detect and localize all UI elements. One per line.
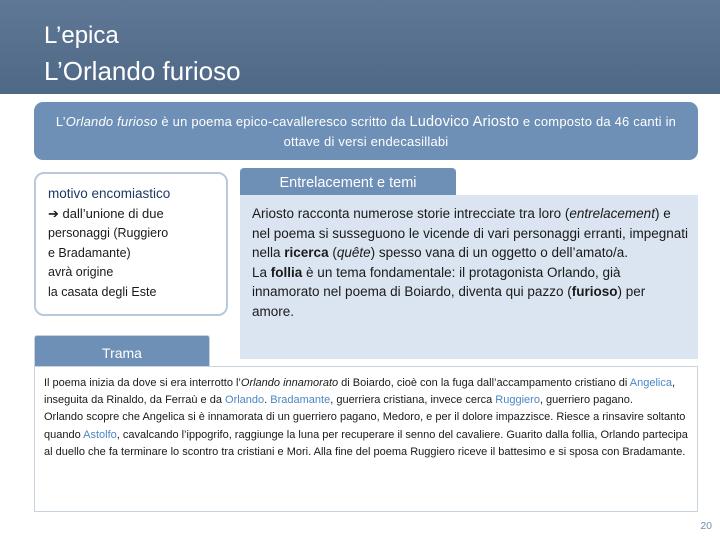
motivo-body: personaggi (Ruggiero e Bradamante) avrà origine la casata degli Este (48, 226, 169, 299)
page-number: 20 (700, 520, 712, 532)
text-span: , guerriera cristiana, invece cerca (330, 394, 496, 407)
motivo-box (34, 172, 228, 316)
trama-paragraph-2 (44, 409, 689, 461)
motivo-title: motivo encomiastico (48, 186, 171, 201)
name-angelica: Angelica (629, 377, 672, 389)
intro-text-1: L’ (55, 114, 66, 129)
ricerca-term: ricerca (284, 245, 329, 260)
text-span: ) per amore. (252, 284, 646, 319)
text-span: ) spesso vana di un oggetto o dell’amato/a. (370, 245, 629, 260)
orlando-innamorato-title: Orlando innamorato (240, 377, 339, 389)
intro-box (34, 102, 698, 160)
intro-work-title: Orlando furioso (65, 114, 158, 129)
name-bradamante: Bradamante (270, 394, 331, 407)
name-astolfo: Astolfo (83, 428, 117, 441)
entrelacement-tab: Entrelacement e temi (240, 168, 456, 198)
text-span: , guerriero pagano. (539, 394, 633, 407)
trama-tab: Trama (34, 335, 210, 367)
entrelacement-paragraph-2 (252, 263, 688, 322)
entrelacement-paragraph-1 (252, 204, 688, 263)
intro-text-2: è un poema epico-cavalleresco scritto da (157, 114, 410, 129)
text-span: , cavalcando l’ippogrifo, raggiunge la luna per recuperare il senno del cavaliere. Guarito dalla follia, Orlando partecipa al duello che fa terminare lo scontro tra cristiani e Mori. Alla fine del poema Ruggiero riceve il battesimo e si sposa con Bradamante. (44, 428, 688, 458)
furioso-term: furioso (571, 284, 618, 299)
intro-text-3: e composto da 46 canti in ottave di versi endecasillabi (283, 114, 677, 149)
text-span: di Boiardo, cioè con la fuga dall’accampamento cristiano di (338, 377, 630, 389)
trama-paragraph-1 (44, 375, 689, 409)
text-span: Il poema inizia da dove si era interrotto l’ (44, 377, 241, 389)
intro-author: Ludovico Ariosto (409, 114, 520, 130)
text-span: Ariosto racconta numerose storie intrecciate tra loro ( (252, 206, 570, 221)
text-span: è un tema fondamentale: il protagonista Orlando, già innamorato nel poema di Boiardo, diventa qui pazzo ( (252, 264, 621, 299)
motivo-arrow-line: ➔ dall’unione di due (48, 206, 164, 221)
header-title: L’epica (44, 22, 119, 49)
header-subtitle: L’Orlando furioso (44, 56, 241, 86)
text-span: ) e nel poema si susseguono le vicende di vari personaggi erranti, impegnati nella (252, 206, 689, 260)
text-span: La (252, 264, 271, 280)
entrelacement-panel (240, 195, 698, 359)
text-span: . (264, 394, 271, 407)
follia-term: follia (270, 264, 303, 280)
name-ruggiero: Ruggiero (495, 394, 540, 407)
slide-header (0, 0, 720, 94)
entrelacement-term: entrelacement (569, 206, 655, 221)
text-span: ( (328, 245, 337, 260)
name-orlando: Orlando (225, 394, 265, 407)
text-span: , inseguita da Rinaldo, da Ferraù e da (44, 377, 676, 407)
quete-term: quête (336, 245, 371, 260)
text-span: Orlando scopre che Angelica si è innamorata di un guerriero pagano, Medoro, e per il dolore impazzisce. Riesce a rinsavire soltanto quando (44, 411, 686, 441)
trama-box (34, 366, 698, 512)
